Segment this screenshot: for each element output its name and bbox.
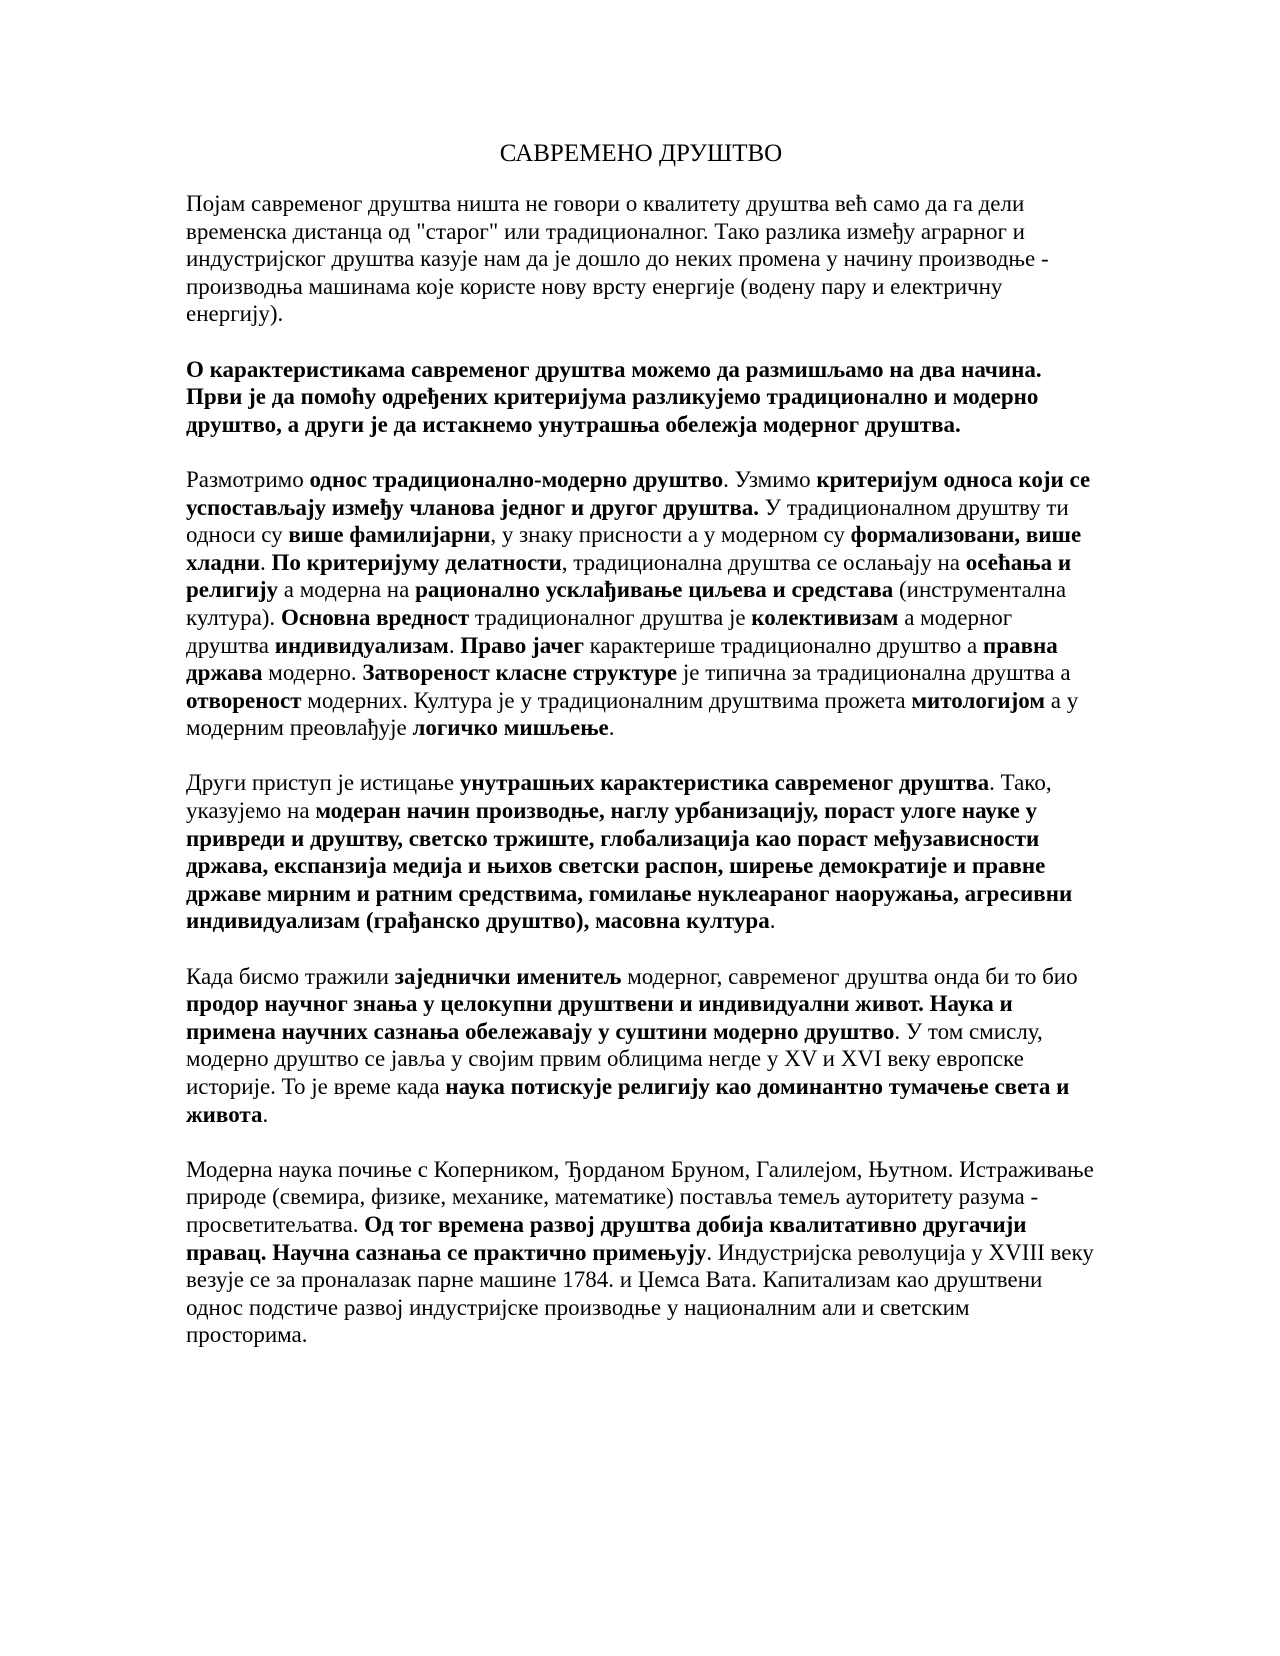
text-run: Појам савременог друштва ништа не говори о квалитету друштва већ само да га дели временска дистанца од "старог" или традиционалног. Тако разлика између аграрног и индустријског друштва казује нам да је дошло до неких промена у начину производње - производња машинама које користе нову врсту енергије (водену пару и електричну енергију). — [186, 191, 1049, 327]
bold-text-run: продор научног знања у целокупни друштвени и индивидуални живот. Наука и примена научних сазнања обележавају у суштини модерно друштво — [186, 991, 1013, 1044]
bold-text-run: више фамилијарни — [288, 522, 491, 548]
text-run: а модерног друштва — [186, 604, 1013, 658]
text-run: . — [262, 1101, 269, 1127]
paragraph-2 — [186, 356, 1096, 439]
text-run: . У том смислу, модерно друштво се јавља у својим првим облицима негде у XV и XVI веку европске историје. То је време када — [186, 1018, 1043, 1099]
paragraph-5 — [186, 963, 1096, 1129]
text-run: У традиционалном друштву ти односи су — [186, 494, 1069, 548]
text-run: традиционалног друштва је — [469, 604, 752, 630]
text-run: . — [608, 715, 615, 741]
text-run: је типична за традиционална друштва а — [677, 660, 1071, 686]
text-run: . — [260, 549, 272, 575]
document-page — [186, 140, 1096, 1349]
bold-text-run: Затвореност класне структуре — [362, 660, 678, 686]
text-run: (инструментална култура). — [186, 577, 1067, 630]
text-run: , у знаку присности а у модерном су — [490, 522, 851, 548]
bold-text-run: критеријум односа који се успостављају између чланова једног и другог друштва. — [186, 466, 1091, 520]
bold-text-run: Право јачег — [460, 632, 584, 658]
text-run: Када бисмо тражили — [186, 963, 395, 989]
text-run: а модерна на — [278, 577, 416, 603]
text-run: Други приступ је истицање — [186, 770, 460, 796]
bold-text-run: По критеријуму делатности — [271, 549, 562, 575]
document-title: САВРЕМЕНО ДРУШТВО — [499, 140, 783, 167]
document-body — [186, 190, 1096, 1349]
bold-text-run: формализовани, више хладни — [186, 522, 1082, 575]
bold-text-run: заједнички именитељ — [394, 963, 622, 989]
text-run: карактерише традиционално друштво а — [583, 632, 984, 658]
text-run: . — [448, 632, 461, 658]
paragraph-4 — [186, 769, 1096, 935]
text-run: , традиционална друштва се ослањају на — [561, 549, 966, 575]
text-run: . — [769, 908, 776, 934]
text-run: . Узмимо — [723, 466, 817, 492]
text-run: модерног, савременог друштва онда би то био — [621, 963, 1078, 989]
text-run: модерно. — [262, 660, 363, 686]
bold-text-run: Основна вредност — [280, 604, 470, 630]
bold-text-run: унутрашњих карактеристика савременог друштва — [459, 770, 990, 796]
bold-text-run: модеран начин производње, наглу урбанизацију, пораст улоге науке у привреди и друштву, светско тржиште, глобализација као пораст међузависности држава, експанзија медија и њихов светски распон, ширење демократије и правне државе мирним и ратним средствима, гомилање нуклеараног наоружања, агресивни индивидуализам (грађанско друштво), масовна култура — [186, 798, 1073, 934]
paragraph-3 — [186, 466, 1096, 742]
bold-text-run: правна држава — [186, 632, 1058, 686]
bold-text-run: однос традиционално-модерно друштво — [309, 466, 724, 492]
bold-text-run: митологијом — [911, 687, 1045, 713]
text-run: Размотримо — [186, 466, 310, 492]
bold-text-run: отвореност — [186, 687, 302, 713]
bold-text-run: осећања и религију — [186, 549, 1072, 603]
bold-text-run: Од тог времена развој друштва добија квалитативно другачији правац. Научна сазнања се практично примењују — [186, 1211, 1027, 1265]
bold-text-run: рационално усклађивање циљева и средстава — [415, 577, 894, 603]
bold-text-run: О карактеристикама савременог друштва можемо да размишљамо на два начина. Први је да помоћу одређених критеријума разликујемо традиционално и модерно друштво, а други је да истакнемо унутрашња обележја модерног друштва. — [186, 356, 1042, 437]
paragraph-1 — [186, 190, 1096, 328]
text-run: . Индустријска револуција у XVIII веку везује се за проналазак парне машине 1784. и Џемса Вата. Капитализам као друштвени однос подстиче развој индустријске производње у националним али и светским просторима. — [186, 1239, 1094, 1348]
bold-text-run: наука потискује религију као доминантно тумачење света и живота — [186, 1074, 1070, 1127]
text-run: . Тако, указујемо на — [186, 770, 1052, 824]
text-run: Модерна наука почиње с Коперником, Ђорданом Бруном, Галилејом, Њутном. Истраживање природе (свемира, физике, механике, математике) поставља темељ ауторитету разума - просветитељатва. — [186, 1156, 1094, 1237]
bold-text-run: колективизам — [751, 604, 899, 630]
paragraph-6 — [186, 1156, 1096, 1349]
bold-text-run: индивидуализам — [274, 632, 449, 658]
text-run: а у модерним преовлађује — [186, 687, 1079, 741]
bold-text-run: логичко мишљење — [412, 715, 609, 741]
text-run: модерних. Култура је у традиционалним друштвима прожета — [301, 687, 912, 713]
